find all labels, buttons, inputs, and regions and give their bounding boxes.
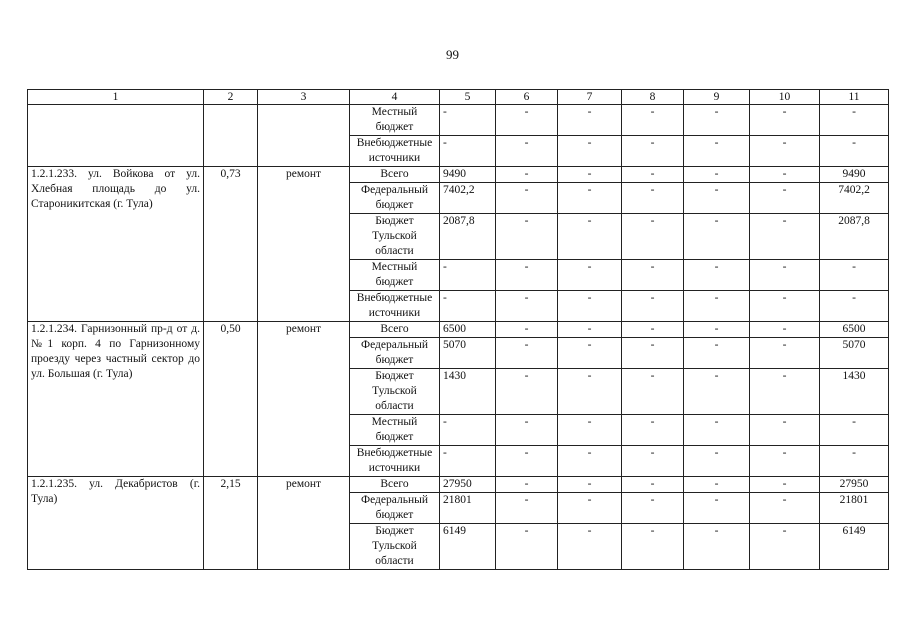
total-amount-cell: -: [440, 415, 496, 446]
empty-year-cell: -: [684, 183, 750, 214]
final-amount-cell: -: [820, 105, 889, 136]
program-table: [27, 89, 889, 570]
empty-year-cell: -: [558, 477, 622, 493]
total-amount-cell: 27950: [440, 477, 496, 493]
empty-year-cell: -: [750, 415, 820, 446]
object-name-cell: [28, 477, 204, 570]
empty-year-cell: -: [684, 493, 750, 524]
empty-year-cell: -: [684, 369, 750, 415]
funding-source-cell: Внебюджетные источники: [350, 136, 440, 167]
final-amount-cell: -: [820, 446, 889, 477]
empty-year-cell: -: [684, 105, 750, 136]
funding-source-cell: Внебюджетные источники: [350, 446, 440, 477]
empty-year-cell: -: [496, 214, 558, 260]
empty-year-cell: -: [558, 183, 622, 214]
empty-year-cell: -: [622, 322, 684, 338]
empty-year-cell: -: [750, 493, 820, 524]
work-type-cell: ремонт: [258, 322, 350, 477]
empty-year-cell: -: [496, 322, 558, 338]
empty-year-cell: -: [558, 105, 622, 136]
empty-year-cell: -: [558, 260, 622, 291]
empty-year-cell: -: [750, 214, 820, 260]
total-amount-cell: 2087,8: [440, 214, 496, 260]
final-amount-cell: 1430: [820, 369, 889, 415]
funding-source-cell: Местный бюджет: [350, 415, 440, 446]
empty-year-cell: -: [496, 105, 558, 136]
empty-year-cell: -: [750, 338, 820, 369]
empty-year-cell: -: [558, 338, 622, 369]
table-row: [28, 322, 889, 338]
table-body: [28, 90, 889, 570]
final-amount-cell: 5070: [820, 338, 889, 369]
empty-year-cell: -: [622, 167, 684, 183]
empty-year-cell: -: [684, 136, 750, 167]
work-type-cell: ремонт: [258, 477, 350, 570]
funding-source-cell: Всего: [350, 477, 440, 493]
empty-year-cell: -: [622, 260, 684, 291]
empty-year-cell: -: [750, 477, 820, 493]
final-amount-cell: -: [820, 260, 889, 291]
empty-year-cell: -: [684, 446, 750, 477]
empty-year-cell: -: [750, 260, 820, 291]
empty-year-cell: -: [750, 524, 820, 570]
empty-year-cell: -: [558, 369, 622, 415]
empty-year-cell: -: [622, 291, 684, 322]
empty-year-cell: -: [622, 214, 684, 260]
empty-year-cell: -: [684, 167, 750, 183]
total-amount-cell: 1430: [440, 369, 496, 415]
final-amount-cell: -: [820, 136, 889, 167]
column-header: 6: [496, 90, 558, 105]
column-header: 8: [622, 90, 684, 105]
total-amount-cell: 6149: [440, 524, 496, 570]
empty-year-cell: -: [496, 338, 558, 369]
empty-year-cell: -: [750, 446, 820, 477]
empty-year-cell: -: [750, 105, 820, 136]
final-amount-cell: 2087,8: [820, 214, 889, 260]
object-name: 1.2.1.234. Гарнизонный пр-д от д. №1 корп. 4 по Гарнизонному проезду через частный сектор до ул. Большая (г. Тула): [31, 323, 200, 380]
empty-year-cell: -: [684, 322, 750, 338]
empty-year-cell: -: [622, 415, 684, 446]
empty-year-cell: -: [558, 524, 622, 570]
total-amount-cell: -: [440, 446, 496, 477]
total-amount-cell: 21801: [440, 493, 496, 524]
empty-year-cell: -: [750, 183, 820, 214]
column-header: 3: [258, 90, 350, 105]
column-header: 2: [204, 90, 258, 105]
final-amount-cell: -: [820, 291, 889, 322]
empty-year-cell: -: [496, 136, 558, 167]
empty-year-cell: -: [496, 493, 558, 524]
funding-source-cell: Федеральный бюджет: [350, 493, 440, 524]
empty-year-cell: -: [496, 260, 558, 291]
empty-year-cell: -: [558, 415, 622, 446]
work-type-cell: ремонт: [258, 167, 350, 322]
empty-year-cell: -: [496, 477, 558, 493]
empty-year-cell: -: [622, 477, 684, 493]
empty-year-cell: -: [496, 415, 558, 446]
funding-source-cell: Всего: [350, 167, 440, 183]
header-row: [28, 90, 889, 105]
funding-source-cell: Федеральный бюджет: [350, 183, 440, 214]
total-amount-cell: 5070: [440, 338, 496, 369]
funding-source-cell: Всего: [350, 322, 440, 338]
table-row: [28, 167, 889, 183]
empty-year-cell: -: [750, 167, 820, 183]
total-amount-cell: 9490: [440, 167, 496, 183]
length-cell: 2,15: [204, 477, 258, 570]
empty-year-cell: -: [558, 167, 622, 183]
empty-year-cell: -: [496, 291, 558, 322]
column-header: 1: [28, 90, 204, 105]
object-name-cell: [28, 105, 204, 167]
total-amount-cell: -: [440, 291, 496, 322]
empty-year-cell: -: [684, 477, 750, 493]
total-amount-cell: 6500: [440, 322, 496, 338]
empty-year-cell: -: [622, 338, 684, 369]
empty-year-cell: -: [684, 415, 750, 446]
empty-year-cell: -: [622, 369, 684, 415]
empty-year-cell: -: [622, 524, 684, 570]
object-name: 1.2.1.235. ул. Декабристов (г. Тула): [31, 478, 200, 505]
empty-year-cell: -: [496, 524, 558, 570]
funding-source-cell: Местный бюджет: [350, 105, 440, 136]
empty-year-cell: -: [558, 493, 622, 524]
empty-year-cell: -: [684, 291, 750, 322]
empty-year-cell: -: [558, 214, 622, 260]
empty-year-cell: -: [684, 524, 750, 570]
empty-year-cell: -: [684, 260, 750, 291]
page-number: 99: [446, 47, 459, 62]
funding-source-cell: Бюджет Тульской области: [350, 214, 440, 260]
column-header: 7: [558, 90, 622, 105]
empty-year-cell: -: [622, 446, 684, 477]
empty-year-cell: -: [496, 369, 558, 415]
empty-year-cell: -: [496, 446, 558, 477]
funding-source-cell: Бюджет Тульской области: [350, 369, 440, 415]
total-amount-cell: -: [440, 260, 496, 291]
empty-year-cell: -: [750, 322, 820, 338]
empty-year-cell: -: [496, 167, 558, 183]
empty-year-cell: -: [684, 214, 750, 260]
final-amount-cell: 6149: [820, 524, 889, 570]
funding-source-cell: Внебюджетные источники: [350, 291, 440, 322]
final-amount-cell: 6500: [820, 322, 889, 338]
work-type-cell: [258, 105, 350, 167]
empty-year-cell: -: [750, 136, 820, 167]
empty-year-cell: -: [750, 291, 820, 322]
length-cell: 0,73: [204, 167, 258, 322]
column-header: 11: [820, 90, 889, 105]
funding-source-cell: Местный бюджет: [350, 260, 440, 291]
empty-year-cell: -: [622, 183, 684, 214]
total-amount-cell: -: [440, 105, 496, 136]
empty-year-cell: -: [558, 136, 622, 167]
empty-year-cell: -: [558, 446, 622, 477]
empty-year-cell: -: [622, 136, 684, 167]
final-amount-cell: -: [820, 415, 889, 446]
object-name-cell: [28, 167, 204, 322]
empty-year-cell: -: [750, 369, 820, 415]
empty-year-cell: -: [622, 105, 684, 136]
table-row: [28, 477, 889, 493]
empty-year-cell: -: [622, 493, 684, 524]
length-cell: 0,50: [204, 322, 258, 477]
final-amount-cell: 27950: [820, 477, 889, 493]
total-amount-cell: -: [440, 136, 496, 167]
empty-year-cell: -: [496, 183, 558, 214]
total-amount-cell: 7402,2: [440, 183, 496, 214]
funding-source-cell: Бюджет Тульской области: [350, 524, 440, 570]
final-amount-cell: 9490: [820, 167, 889, 183]
column-header: 4: [350, 90, 440, 105]
length-cell: [204, 105, 258, 167]
empty-year-cell: -: [558, 322, 622, 338]
column-header: 10: [750, 90, 820, 105]
final-amount-cell: 7402,2: [820, 183, 889, 214]
final-amount-cell: 21801: [820, 493, 889, 524]
object-name: 1.2.1.233. ул. Войкова от ул. Хлебная площадь до ул. Староникитская (г. Тула): [31, 168, 200, 210]
column-header: 9: [684, 90, 750, 105]
table-row: [28, 105, 889, 136]
object-name-cell: [28, 322, 204, 477]
funding-source-cell: Федеральный бюджет: [350, 338, 440, 369]
column-header: 5: [440, 90, 496, 105]
empty-year-cell: -: [684, 338, 750, 369]
empty-year-cell: -: [558, 291, 622, 322]
